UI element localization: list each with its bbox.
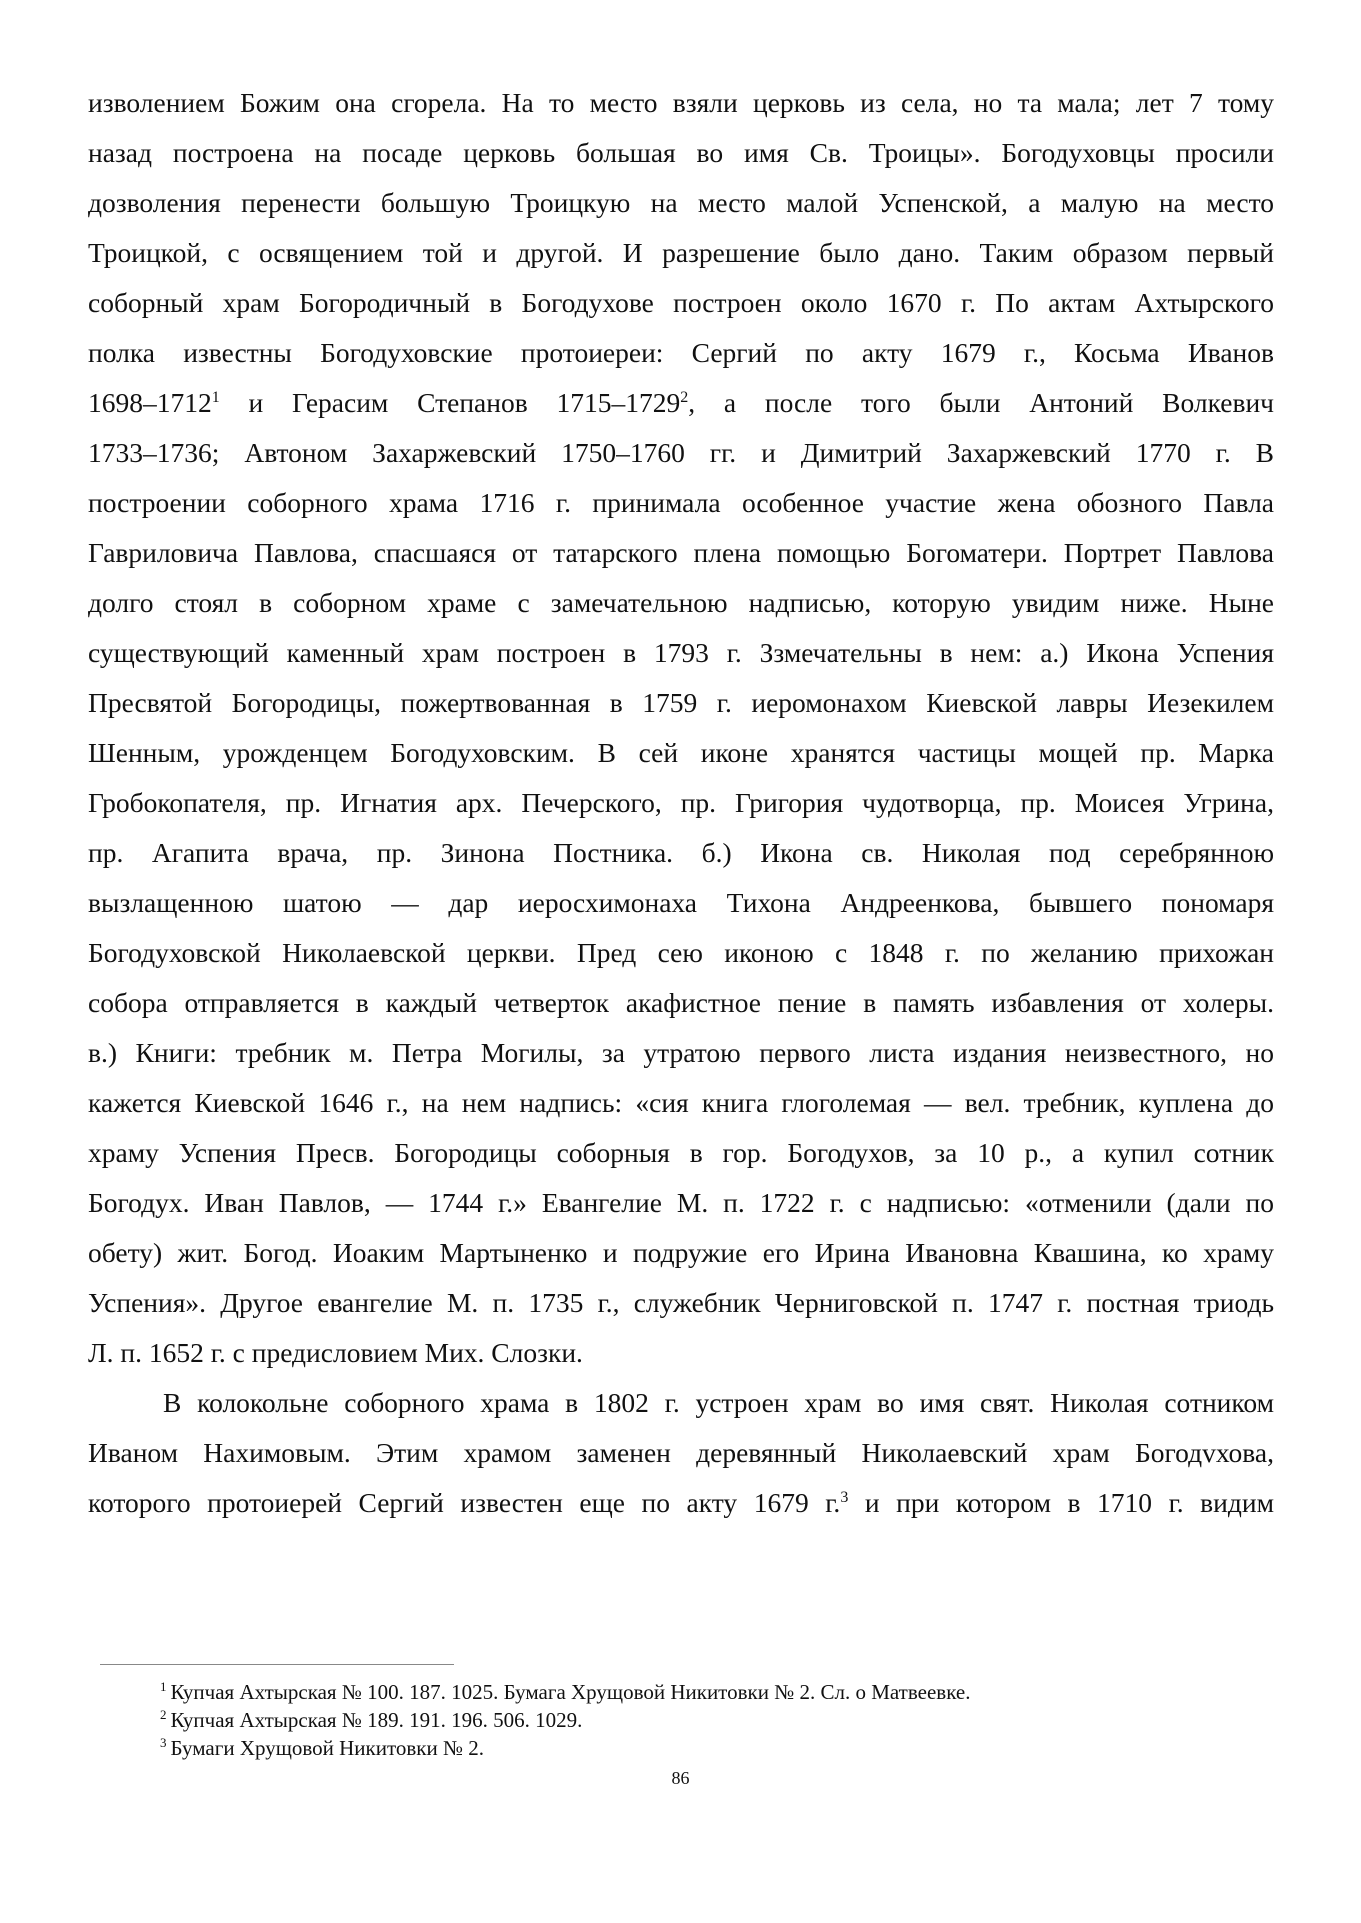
footnote-text: Купчая Ахтырская № 189. 191. 196. 506. 1029. [170,1708,583,1732]
text-line [88,378,1274,428]
text-line: полка известны Богодуховские протоиереи: Сергий по акту 1679 г., Косьма Иванов [88,337,1274,368]
text-line: Успения». Другое евангелие М. п. 1735 г., служебник Черниговской п. 1747 г. постная триодь [88,1287,1274,1318]
text-line: вызлащенною шатою — дар иеросхимонаха Тихона Андреенкова, бывшего пономаря [88,887,1274,918]
text-line: храму Успения Пресв. Богородицы соборныя в гор. Богодухов, за 10 р., а купил сотник [88,1137,1274,1168]
text-line: в.) Книги: требник м. Петра Могилы, за утратою первого листа издания неизвестного, но [88,1037,1274,1068]
footnote-mark: 3 [160,1735,167,1750]
text-segment: , а после того были Антоний Волкевич [688,387,1274,418]
footnote-3 [160,1734,1220,1762]
text-line: Гробокопателя, пр. Игнатия арх. Печерского, пр. Григория чудотворца, пр. Моисея Угрина, [88,787,1274,818]
text-line: 1733–1736; Автоном Захаржевский 1750–1760 гг. и Димитрий Захаржевский 1770 г. В [88,437,1274,468]
footnote-1 [160,1678,1220,1706]
text-line: обету) жит. Богод. Иоаким Мартыненко и подружие его Ирина Ивановна Квашина, ко храму [88,1237,1274,1268]
text-line: кажется Киевской 1646 г., на нем надпись: «сия книга глоголемая — вел. требник, куплена до [88,1087,1274,1118]
footnote-mark: 2 [160,1707,167,1722]
paragraph-first-line: В колокольне соборного храма в 1802 г. устроен храм во имя свят. Николая сотником [163,1387,1274,1418]
text-segment: и при котором в 1710 г. видим [848,1487,1274,1518]
text-line: существующий каменный храм построен в 1793 г. Ззмечательны в нем: а.) Икона Успения [88,637,1274,668]
paragraph-last-line: Л. п. 1652 г. с предисловием Мих. Слозки. [88,1337,583,1368]
body-text [88,78,1274,1528]
text-line: Гавриловича Павлова, спасшаяся от татарского плена помощью Богоматери. Портрет Павлова [88,537,1274,568]
text-line: Богодуховской Николаевской церкви. Пред сею иконою с 1848 г. по желанию прихожан [88,937,1274,968]
text-line: собора отправляется в каждый четверток акафистное пение в память избавления от холеры. [88,987,1274,1018]
text-segment: и Герасим Степанов 1715–1729 [219,387,681,418]
page-number: 86 [671,1768,690,1788]
footnote-mark: 1 [160,1679,167,1694]
footnote-text: Бумаги Хрущовой Никитовки № 2. [170,1736,485,1760]
footnote-ref-1: 1 [211,388,220,406]
text-line: Богодух. Иван Павлов, — 1744 г.» Евангелие М. п. 1722 г. с надписью: «отменили (дали по [88,1187,1274,1218]
text-line: дозволения перенести большую Троицкую на место малой Успенской, а малую на место [88,187,1274,218]
text-segment: 1698–1712 [88,387,212,418]
footnote-ref-3: 3 [840,1488,849,1506]
text-line: пр. Агапита врача, пр. Зинона Постника. б.) Икона св. Николая под серебрянною [88,837,1274,868]
footnotes [160,1678,1220,1762]
text-line: назад построена на посаде церковь большая во имя Св. Троицы». Богодуховцы просили [88,137,1274,168]
footnote-2 [160,1706,1220,1734]
text-line [88,1478,1274,1528]
text-line: построении соборного храма 1716 г. принимала особенное участие жена обозного Павла [88,487,1274,518]
text-line: Шенным, урожденцем Богодуховским. В сей иконе хранятся частицы мощей пр. Марка [88,737,1274,768]
footnote-separator [100,1664,454,1665]
footnote-text: Купчая Ахтырская № 100. 187. 1025. Бумага Хрущовой Никитовки № 2. Сл. о Матвеевке. [170,1680,971,1704]
footnote-ref-2: 2 [680,388,689,406]
text-line: Иваном Нахимовым. Этим храмом заменен деревянный Николаевский храм Богодvхова, [88,1437,1274,1468]
text-line: Троицкой, с освящением той и другой. И разрешение было дано. Таким образом первый [88,237,1274,268]
text-line: соборный храм Богородичный в Богодухове построен около 1670 г. По актам Ахтырского [88,287,1274,318]
text-segment: которого протоиерей Сергий известен еще по акту 1679 г. [88,1487,841,1518]
text-line: долго стоял в соборном храме с замечательною надписью, которую увидим ниже. Ныне [88,587,1274,618]
text-line: Пресвятой Богородицы, пожертвованная в 1759 г. иеромонахом Киевской лавры Иезекилем [88,687,1274,718]
text-line: изволением Божим она сгорела. На то место взяли церковь из села, но та мала; лет 7 тому [88,87,1274,118]
